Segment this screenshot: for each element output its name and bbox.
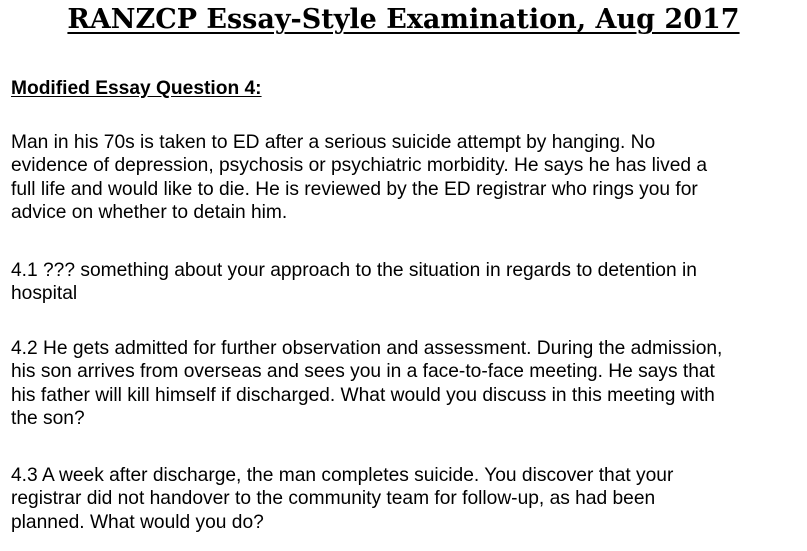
question-line: his son arrives from overseas and sees you in a face-to-face meeting. He says that (11, 361, 715, 383)
question-line: 4.2 He gets admitted for further observation and assessment. During the admission, (11, 338, 723, 359)
question-line: 4.1 ??? something about your approach to the situation in regards to detention in (11, 260, 697, 281)
question-line: planned. What would you do? (11, 511, 264, 533)
intro-line: full life and would like to die. He is reviewed by the ED registrar who rings you for (11, 178, 698, 200)
question-4-2 (11, 337, 722, 430)
question-line: his father will kill himself if discharged. What would you discuss in this meeting with (11, 384, 715, 406)
question-4-1 (11, 259, 697, 306)
section-heading: Modified Essay Question 4: (11, 78, 262, 99)
question-line: registrar did not handover to the community team for follow-up, as had been (11, 488, 656, 510)
question-line: hospital (11, 283, 78, 305)
intro-paragraph (11, 131, 707, 224)
intro-line: evidence of depression, psychosis or psychiatric morbidity. He says he has lived a (11, 155, 708, 177)
intro-line: Man in his 70s is taken to ED after a serious suicide attempt by hanging. No (11, 132, 656, 153)
question-line: the son? (11, 407, 85, 429)
intro-line: advice on whether to detain him. (11, 201, 288, 223)
document-title: RANZCP Essay-Style Examination, Aug 2017 (67, 4, 740, 35)
question-4-3 (11, 464, 673, 534)
question-line: 4.3 A week after discharge, the man completes suicide. You discover that your (11, 465, 674, 486)
